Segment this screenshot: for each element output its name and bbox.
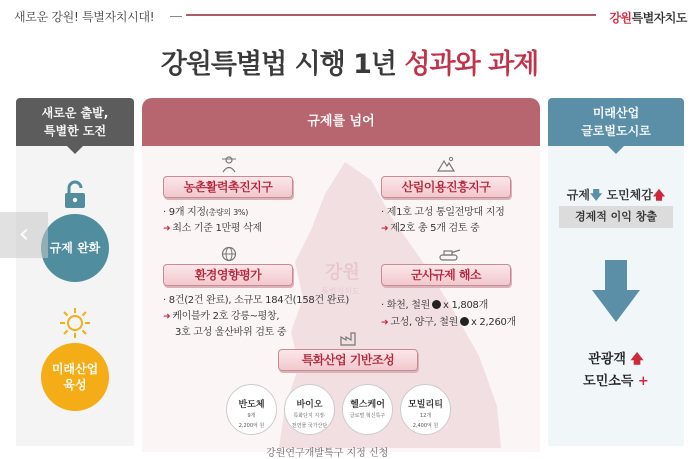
right-header-line2: 글로벌도시로: [581, 124, 651, 138]
environmental-assessment-title: 환경영향평가: [163, 264, 293, 286]
soccer-ball-icon: [432, 300, 441, 309]
military-line1: · 화천, 철원 x 1,808개: [381, 300, 488, 311]
soccer-ball-icon: [460, 317, 469, 326]
header-divider-short: [170, 16, 182, 17]
industry-sub2: 2,200억 원: [238, 423, 265, 429]
left-column-header: [16, 98, 134, 146]
right-column-header: [548, 98, 684, 146]
industry-sub1: 12개: [419, 413, 432, 419]
right-header-line1: 미래산업: [592, 106, 640, 120]
arrow-right-icon: ➜: [163, 224, 171, 234]
globe-icon: [220, 246, 238, 262]
rural-vitality-zone-title: 농촌활력촉진지구: [163, 176, 293, 198]
farmer-icon: [220, 156, 238, 172]
regulation-easing-circle: 규제 완화: [41, 214, 109, 282]
right-line1: [548, 186, 684, 207]
arrow-up-icon: 🡅: [652, 188, 666, 202]
right-line1a: 규제: [566, 188, 590, 202]
tagline: 새로운 강원! 특별자치시대!: [14, 10, 155, 24]
env-line1: · 8건(2건 완료), 소규모 184건(158건 완료): [163, 295, 350, 306]
industry-semiconductor: [226, 384, 277, 435]
income-label: 도민소득: [583, 374, 634, 389]
sun-icon: [58, 306, 92, 340]
military-regulation-title: 군사규제 해소: [381, 264, 511, 286]
industry-healthcare: [342, 384, 393, 435]
tourists-label: 관광객: [588, 352, 626, 367]
military-line1b: x 1,808개: [442, 300, 488, 311]
right-line2: [548, 348, 684, 372]
forest-line2: [381, 222, 479, 236]
forest-line1-text: 제1호 고성 통일전망대 지정: [386, 207, 505, 218]
rural-line1: · 9개 지정(총량의 3%): [163, 207, 249, 218]
page-title: [0, 42, 699, 81]
arrow-down-icon: 🡇: [589, 188, 603, 202]
future-industry-line2: 육성: [63, 378, 87, 392]
industry-bio: [284, 384, 335, 435]
logo-prefix: 강원: [609, 11, 632, 25]
rural-line1-text: 9개 지정: [168, 207, 206, 218]
forest-line1: · 제1호 고성 통일전망대 지정: [381, 207, 505, 218]
arrow-right-icon: ➜: [163, 312, 171, 322]
rural-line2-text: 최소 기준 1만평 삭제: [172, 223, 262, 234]
military-line1a: 화천, 철원: [386, 300, 430, 311]
rural-line2: [163, 222, 262, 236]
title-part1: 강원특별법 시행 1년: [160, 49, 405, 80]
military-line2a: 고성, 양구, 철원: [390, 317, 458, 328]
forest-line2-text: 제2호 총 5개 검토 중: [390, 223, 480, 234]
left-header-line2: 특별한 도전: [43, 124, 107, 138]
military-line2b: x 2,260개: [470, 317, 516, 328]
factory-icon: [340, 330, 358, 346]
watermark-sub: 특별자치도: [321, 287, 360, 296]
arrow-right-icon: ➜: [381, 224, 389, 234]
industry-name: 반도체: [238, 400, 265, 410]
header-divider: [186, 14, 596, 16]
title-part2: 성과와 과제: [404, 49, 539, 80]
industry-name: 헬스케어: [350, 400, 385, 410]
industry-sub2: 천연물 국가산단: [291, 423, 328, 429]
future-industry-line1: 미래산업: [51, 362, 99, 376]
forest-promotion-zone-title: 산림이용진흥지구: [381, 176, 511, 198]
right-line3: [548, 370, 684, 389]
right-header-pointer: [608, 146, 624, 154]
industry-sub2: 2,400억 원: [412, 423, 439, 429]
right-line1b: 도민체감: [606, 188, 653, 202]
left-header-line1: 새로운 출발,: [41, 106, 109, 120]
chevron-left-icon[interactable]: ‹: [0, 212, 48, 258]
industry-name: 바이오: [296, 400, 323, 410]
industry-sub1: 특화단지 지정·: [293, 413, 326, 419]
watermark-logo: 강원: [325, 262, 360, 283]
specialized-industry-title: 특화산업 기반조성: [278, 349, 418, 371]
industry-sub1: 9개: [247, 413, 256, 419]
industry-sub1: 글로벌 혁신특구: [349, 413, 386, 419]
industry-mobility: [400, 384, 451, 435]
military-line2: [381, 316, 516, 330]
env-line2: [163, 310, 279, 324]
economic-benefit-box: 경제적 이익 창출: [559, 206, 673, 228]
industry-name: 모빌리티: [408, 400, 443, 410]
arrow-up-icon: 🡅: [630, 352, 644, 367]
left-header-pointer: [67, 146, 83, 154]
logo-suffix: 특별자치도: [631, 11, 687, 25]
env-line2-text: 케이블카 2호 강릉~평창,: [172, 311, 280, 322]
env-line1-text: 8건(2건 완료), 소규모 184건(158건 완료): [168, 295, 350, 306]
future-industry-circle: [41, 343, 109, 411]
rural-line1-note: (총량의 3%): [205, 208, 249, 217]
gangwon-logo[interactable]: [609, 9, 687, 26]
lock-icon: [62, 180, 88, 210]
center-column-header: 규제를 넘어: [142, 98, 540, 146]
env-line3: 3호 고성 울산바위 검토 중: [175, 327, 287, 338]
mountain-icon: [437, 156, 455, 172]
plus-icon: +: [637, 374, 649, 389]
footer-cut-text: 강원연구개발특구 지정 신청: [266, 448, 389, 459]
tank-icon: [437, 246, 461, 262]
arrow-right-icon: ➜: [381, 318, 389, 328]
down-arrow-icon: [592, 260, 640, 322]
